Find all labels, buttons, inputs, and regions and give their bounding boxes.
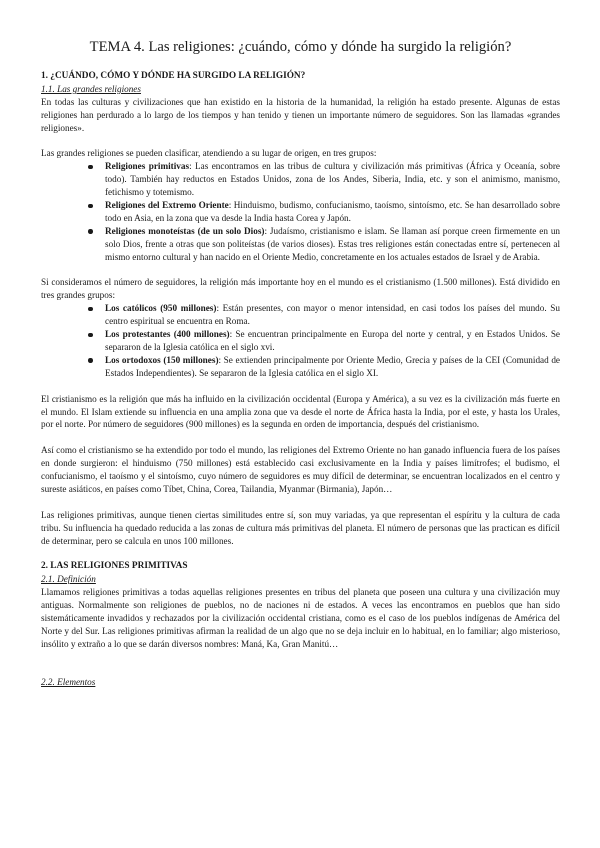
list-item-term: Los protestantes (400 millones) <box>105 329 230 340</box>
section-2-heading: 2. LAS RELIGIONES PRIMITIVAS <box>41 561 188 572</box>
paragraph-followers: Si consideramos el número de seguidores, la religión más importante hoy en el mundo es el cristianismo (1.500 millones). Está dividido en tres grandes grupos: <box>41 277 560 301</box>
list-item <box>105 354 560 380</box>
paragraph-primitive-religions: Las religiones primitivas, aunque tienen ciertas similitudes entre sí, son muy variadas, ya que representan el espíritu y la cultura de cada tribu. Su influencia ha quedado reducida a las zonas de cultura más primitivas del planeta. El número de personas que las practican es difícil de determinar, pero se calcula en unos 100 millones. <box>41 509 560 546</box>
list-item-text: : Se extienden principalmente por Oriente Medio, Grecia y países de la CEI (Comunidad de Estados Independientes). Se separaron de la Iglesia católica en el siglo XI. <box>105 354 561 378</box>
paragraph-definition: Llamamos religiones primitivas a todas aquellas religiones presentes en tribus del planeta que poseen una cultura y una civilización muy antiguas. Normalmente son religiones de pueblos, no de naciones ni de estados. A veces las encontramos en pueblos que han sido sistemáticamente invadidos y rechazados por la civilización occidental cristiana, como es el caso de los pueblos indígenas de América del Norte y del Sur. Las religiones primitivas afirman la realidad de un algo que no se deja incluir en lo habitual, en lo familiar; algo misterioso, insólito y extraño a lo que se darán diversos nombres: Maná, Ka, Gran Manitú… <box>41 587 560 649</box>
list-item-term: Los ortodoxos (150 millones) <box>105 354 219 365</box>
subsection-2-1-heading: 2.1. Definición <box>41 574 96 585</box>
religion-groups-list <box>41 160 560 263</box>
list-item-text: : Las encontramos en las tribus de cultura y civilización más primitivas (África y Oceanía, sobre todo). También hay reductos en Estados Unidos, zona de los Andes, Siberia, India, etc. y son el animismo, manismo, fetichismo y totemismo. <box>105 161 560 198</box>
list-item <box>105 199 560 225</box>
paragraph-intro: En todas las culturas y civilizaciones que han existido en la historia de la humanidad, la religión ha estado presente. Algunas de estas religiones han perdurado a lo largo de los tiempos y han tenido y tienen un importante número de seguidores. Son las llamadas «grandes religiones». <box>41 96 560 133</box>
list-item-text: : Se encuentran principalmente en Europa del norte y central, y en Estados Unidos. Se separaron de la Iglesia católica en el siglo xvi. <box>105 329 561 352</box>
page-title: TEMA 4. Las religiones: ¿cuándo, cómo y dónde ha surgido la religión? <box>89 39 512 55</box>
paragraph-classification: Las grandes religiones se pueden clasificar, atendiendo a su lugar de origen, en tres grupos: <box>41 148 377 159</box>
list-item <box>105 328 560 354</box>
section-1-heading: 1. ¿CUÁNDO, CÓMO Y DÓNDE HA SURGIDO LA RELIGIÓN? <box>41 71 306 81</box>
paragraph-christianity: El cristianismo es la religión que más ha influido en la civilización occidental (Europa y América), a su vez es la civilización más fuerte en el mundo. El Islam extiende su influencia en una amplia zona que va desde el norte de África hasta la India, por el este, y hasta los Urales, por el norte. Por número de seguidores (900 millones) es la segunda en orden de importancia, después del cristianismo. <box>41 393 560 430</box>
list-item-term: Religiones primitivas <box>105 161 190 172</box>
list-item-term: Los católicos (950 millones) <box>105 303 217 314</box>
paragraph-eastern-religions: Así como el cristianismo se ha extendido por todo el mundo, las religiones del Extremo Oriente no han ganado influencia fuera de los países en donde surgieron: el hinduismo (750 millones) está establecido casi exclusivamente en la India y países limítrofes; el budismo, el confucianismo, el taoísmo y el sintoísmo, cuyo número de seguidores es muy difícil de determinar, se encuentran localizados en el centro y sureste asiáticos, en países como Tíbet, China, Corea, Tailandia, Myanmar (Birmania), Japón… <box>41 445 560 494</box>
subsection-1-1-heading: 1.1. Las grandes religiones <box>41 83 141 94</box>
list-item <box>105 302 560 328</box>
list-item-text: : Están presentes, con mayor o menor intensidad, en casi todos los países del mundo. Su centro espiritual se encuentra en Roma. <box>105 303 560 327</box>
subsection-2-2-heading: 2.2. Elementos <box>41 677 96 688</box>
list-item <box>105 160 560 199</box>
list-item-term: Religiones del Extremo Oriente <box>105 200 229 211</box>
christian-groups-list <box>41 302 560 379</box>
list-item <box>105 225 560 264</box>
list-item-text: : Hinduismo, budismo, confucianismo, taoísmo, sintoísmo, etc. Se han desarrollado sobre todo en Asia, en la zona que va desde la India hasta Corea y Japón. <box>105 200 560 223</box>
list-item-text: : Judaísmo, cristianismo e islam. Se llaman así porque creen firmemente en un solo Dios, frente a otras que son politeístas (de varios dioses). Estas tres religiones están conectadas entre sí, pertenecen al mismo entorno cultural y han nacido en el Oriente Medio, concretamente en los actuales estados de Israel y de Arabia. <box>105 225 561 262</box>
list-item-term: Religiones monoteístas (de un solo Dios) <box>105 225 265 236</box>
